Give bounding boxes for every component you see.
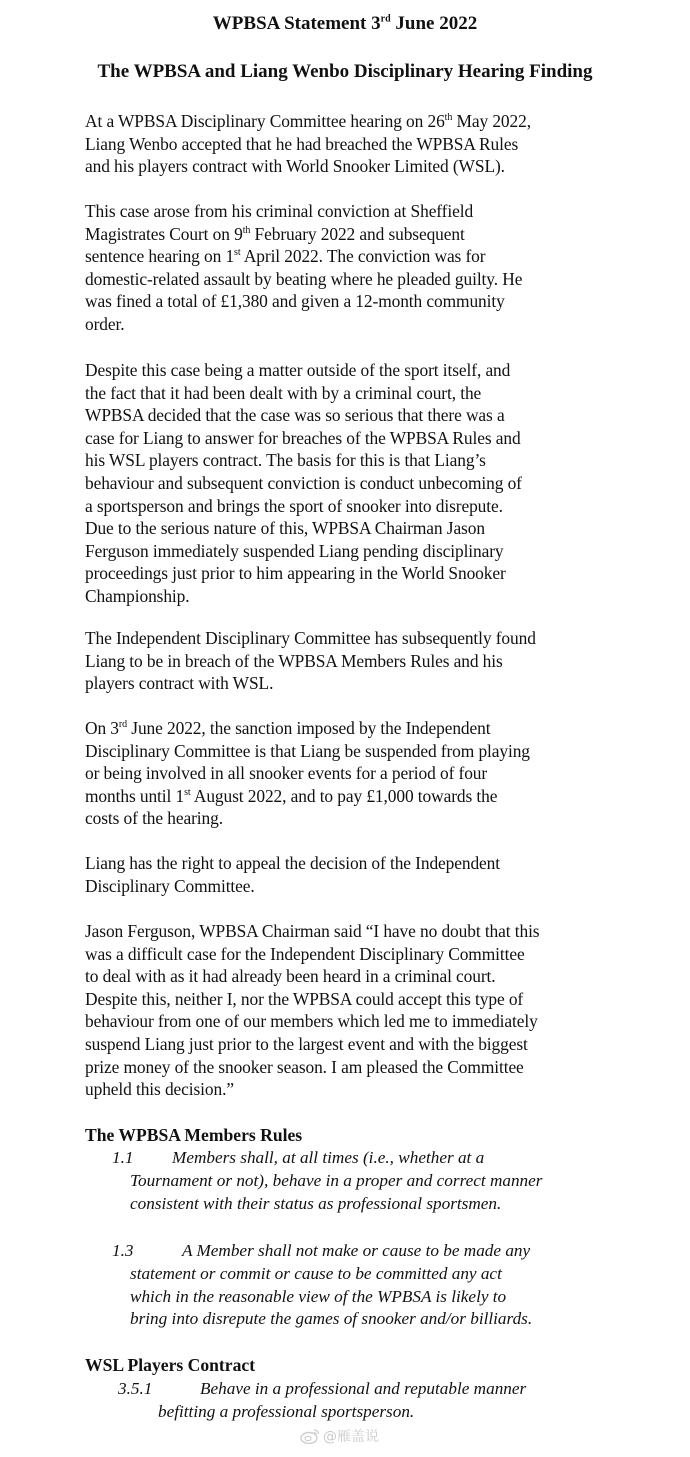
text-segment: sentence hearing on 1 (85, 246, 235, 267)
text-line (85, 785, 645, 808)
weibo-icon (300, 1428, 320, 1444)
text-line: which in the reasonable view of the WPBSA is likely to (130, 1286, 507, 1306)
text-line: Due to the serious nature of this, WPBSA Chairman Jason (85, 518, 485, 539)
clause-number: 3.5.1 (118, 1379, 153, 1398)
text-line: and his players contract with World Snooker Limited (WSL). (85, 156, 505, 177)
text-segment: A Member shall not make or cause to be made any (182, 1241, 531, 1260)
text-line: proceedings just prior to him appearing in the World Snooker (85, 563, 506, 584)
text-line: Championship. (85, 585, 190, 606)
text-segment: August 2022, and to pay £1,000 towards the (190, 785, 498, 806)
text-line: Liang Wenbo accepted that he had breached the WPBSA Rules (85, 133, 519, 154)
superscript: st (234, 247, 241, 259)
text-line: prize money of the snooker season. I am pleased the Committee (85, 1056, 524, 1077)
text-line: Tournament or not), behave in a proper and correct manner (130, 1170, 543, 1190)
text-segment: Magistrates Court on 9 (85, 223, 243, 244)
text-segment: Behave in a professional and reputable manner (200, 1379, 527, 1398)
text-line: consistent with their status as professional sportsmen. (130, 1193, 502, 1213)
paragraph-finding (85, 627, 645, 695)
text-line: Liang to be in breach of the WPBSA Members Rules and his (85, 650, 503, 671)
text-line (112, 1147, 542, 1170)
text-segment: May 2022, (452, 111, 531, 131)
text-line: the fact that it had been dealt with by a criminal court, the (85, 382, 482, 403)
rule-1-1 (112, 1147, 542, 1215)
paragraph-chairman-quote (85, 920, 645, 1101)
text-line: or being involved in all snooker events for a period of four (85, 763, 488, 784)
rule-1-3 (112, 1240, 532, 1331)
text-line: domestic-related assault by beating where he pleaded guilty. He (85, 268, 523, 289)
text-line: behaviour and subsequent conviction is conduct unbecoming of (85, 472, 522, 493)
text-line: Liang has the right to appeal the decision of the Independent (85, 853, 501, 873)
text-line: costs of the hearing. (85, 808, 223, 829)
text-line: Disciplinary Committee is that Liang be suspended from playing (85, 740, 530, 761)
text-line: befitting a professional sportsperson. (158, 1401, 415, 1421)
text-line: to deal with as it had already been heard in a criminal court. (85, 966, 496, 987)
text-line: was fined a total of £1,380 and given a 12-month community (85, 291, 505, 312)
text-line (85, 223, 645, 246)
members-rules-heading: The WPBSA Members Rules (85, 1125, 303, 1145)
paragraph-decision (85, 359, 645, 608)
text-line: Despite this case being a matter outside of the sport itself, and (85, 360, 511, 380)
superscript: th (444, 112, 453, 124)
text-segment: February 2022 and subsequent (250, 223, 465, 244)
title-text: WPBSA Statement 3 (212, 13, 381, 34)
text-line: WPBSA decided that the case was so serious that there was a (85, 405, 505, 426)
superscript: rd (118, 719, 128, 731)
text-segment: June 2022, the sanction imposed by the Independent (127, 718, 491, 738)
rule-number: 1.1 (112, 1148, 134, 1167)
rule-number: 1.3 (112, 1241, 134, 1260)
text-segment: Members shall, at all times (i.e., whether at a (172, 1148, 485, 1167)
text-line: statement or commit or cause to be committed any act (130, 1263, 502, 1283)
text-line: Disciplinary Committee. (85, 875, 255, 896)
statement-title (0, 12, 690, 36)
text-line: upheld this decision.” (85, 1079, 234, 1100)
paragraph-conviction (85, 200, 645, 336)
superscript: th (242, 224, 251, 236)
text-line: The Independent Disciplinary Committee has subsequently found (85, 628, 536, 648)
text-line (85, 110, 645, 133)
text-line: behaviour from one of our members which led me to immediately (85, 1011, 538, 1032)
paragraph-hearing (85, 110, 645, 178)
text-line: Ferguson immediately suspended Liang pending disciplinary (85, 540, 504, 561)
statement-subtitle: The WPBSA and Liang Wenbo Disciplinary Hearing Finding (97, 61, 593, 82)
clause-3-5-1 (118, 1378, 526, 1424)
watermark (300, 1426, 379, 1446)
text-line (85, 717, 645, 740)
text-line: a sportsperson and brings the sport of snooker into disrepute. (85, 495, 503, 516)
text-line: was a difficult case for the Independent Disciplinary Committee (85, 943, 525, 964)
text-line: players contract with WSL. (85, 673, 274, 694)
text-line: Despite this, neither I, nor the WPBSA could accept this type of (85, 988, 524, 1009)
text-line (85, 245, 645, 268)
text-segment: months until 1 (85, 785, 185, 806)
text-line: suspend Liang just prior to the largest event and with the biggest (85, 1033, 528, 1054)
text-line (112, 1240, 532, 1263)
text-line: case for Liang to answer for breaches of the WPBSA Rules and (85, 427, 521, 448)
text-line: his WSL players contract. The basis for this is that Liang’s (85, 450, 486, 471)
text-segment: April 2022. The conviction was for (240, 246, 486, 267)
wsl-contract-heading: WSL Players Contract (85, 1355, 256, 1375)
text-segment: On 3 (85, 718, 119, 738)
text-segment: At a WPBSA Disciplinary Committee hearing on 26 (85, 111, 445, 131)
watermark-text: @雁盖说 (323, 1429, 379, 1445)
text-line: order. (85, 313, 125, 334)
text-line: Jason Ferguson, WPBSA Chairman said “I have no doubt that this (85, 921, 540, 941)
paragraph-appeal (85, 852, 645, 897)
superscript: st (184, 786, 191, 798)
text-line: bring into disrepute the games of snooker and/or billiards. (130, 1309, 533, 1329)
paragraph-sanction (85, 717, 645, 830)
text-line: This case arose from his criminal conviction at Sheffield (85, 201, 474, 221)
text-line (118, 1378, 526, 1401)
title-text-end: June 2022 (390, 13, 478, 34)
title-superscript: rd (380, 13, 391, 25)
